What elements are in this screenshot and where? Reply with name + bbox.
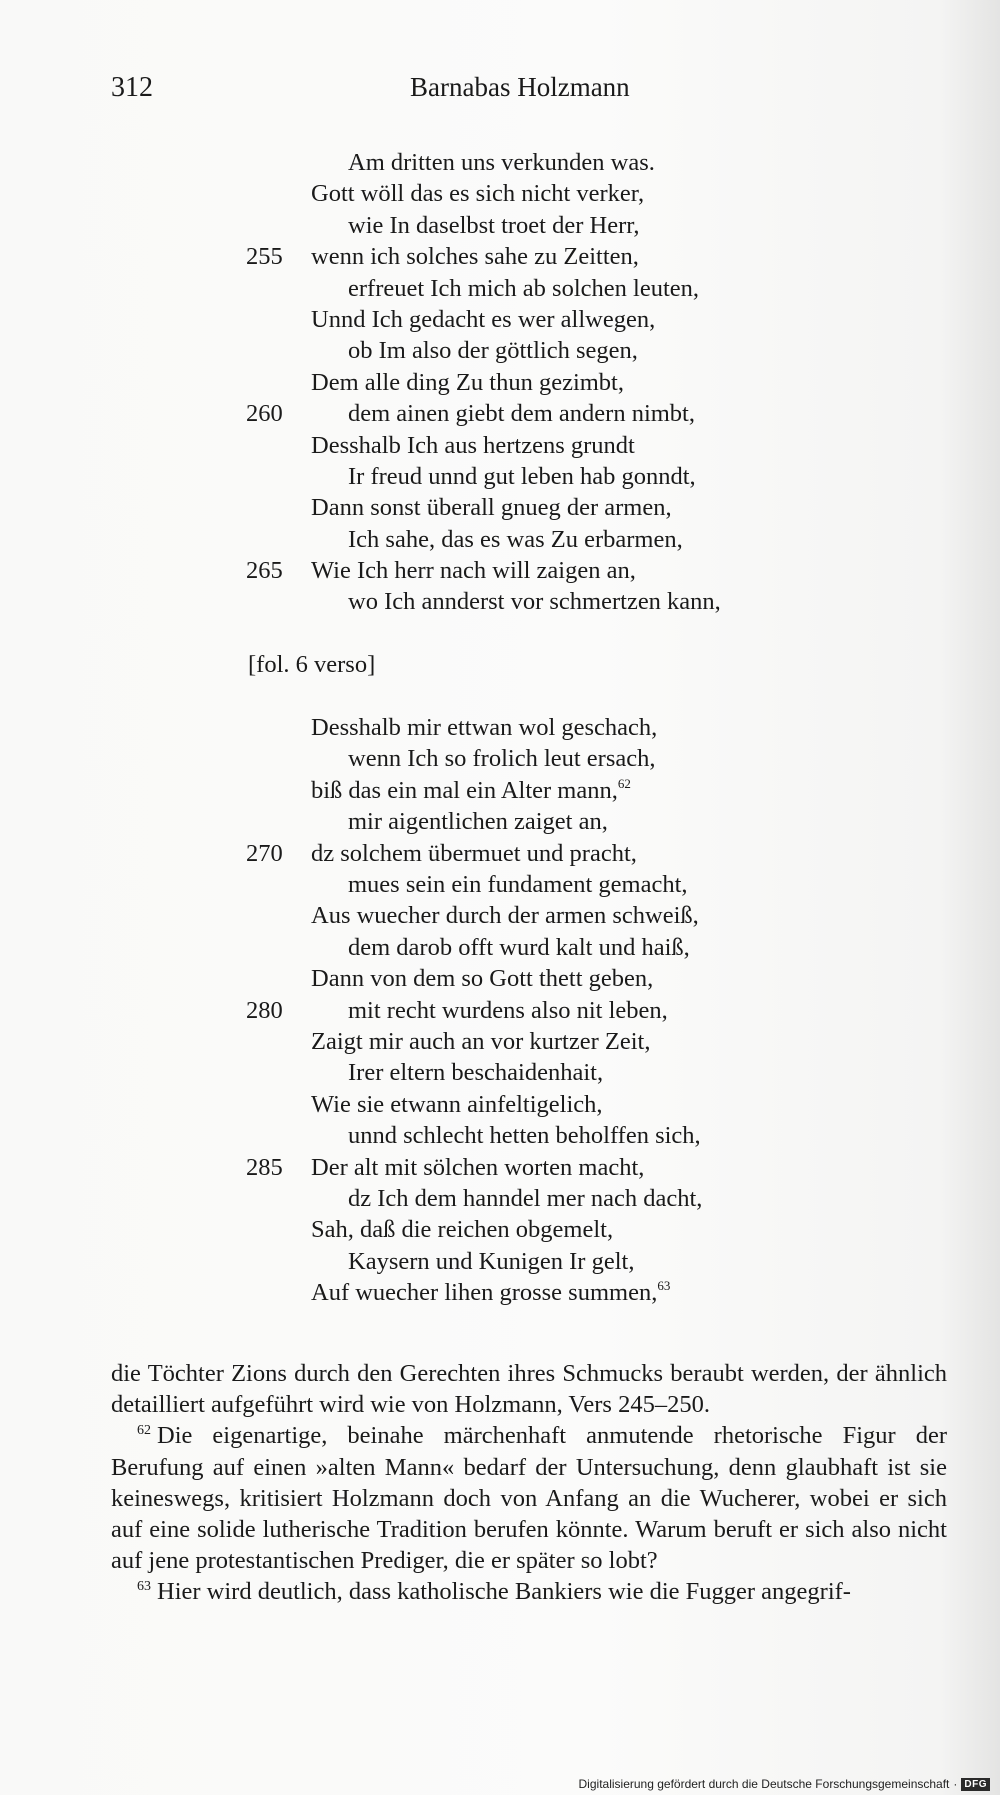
verse-line — [0, 995, 1000, 1026]
verse-text — [348, 806, 608, 837]
footnote-continuation: die Töchter Zions durch den Gerechten ihres Schmucks beraubt werden, der ähnlich detailliert aufgeführt wird wie von Holzmann, Vers 245–250. — [111, 1360, 947, 1419]
footnote-63 — [111, 1576, 947, 1607]
verse-text-content: Irer eltern beschaidenhait, — [348, 1059, 604, 1087]
verse-text-content: Auf wuecher lihen grosse summen, — [311, 1279, 658, 1307]
verse-text-content: mues sein ein fundament gemacht, — [348, 870, 688, 898]
verse-text-content: Unnd Ich gedacht es wer allwegen, — [311, 305, 656, 333]
verse-text — [348, 869, 688, 900]
verse-text — [348, 932, 690, 963]
verse-text — [311, 1026, 650, 1057]
verse-text — [311, 1089, 603, 1120]
verse-text — [311, 1152, 644, 1183]
verse-line — [0, 1183, 1000, 1214]
line-number: 285 — [246, 1153, 283, 1181]
verse-text — [311, 1277, 670, 1308]
verse-line — [0, 775, 1000, 806]
line-number: 255 — [246, 243, 283, 271]
verse-line — [0, 712, 1000, 743]
verse-text — [348, 1183, 702, 1214]
verse-text-content: erfreuet Ich mich ab solchen leuten, — [348, 274, 700, 302]
verse-text — [311, 963, 653, 994]
verse-line — [0, 335, 1000, 366]
verse-text — [348, 1057, 603, 1088]
verse-line — [0, 1120, 1000, 1151]
verse-text-content: wenn Ich so frolich leut ersach, — [348, 745, 656, 773]
verse-text — [311, 304, 655, 335]
line-number: 260 — [246, 400, 283, 428]
verse-text-content: mir aigentlichen zaiget an, — [348, 808, 608, 836]
verse-text — [348, 210, 640, 241]
verse-text-content: Aus wuecher durch der armen schweiß, — [311, 902, 699, 930]
verse-text-content: Ich sahe, das es was Zu erbarmen, — [348, 525, 683, 553]
verse-text — [348, 335, 638, 366]
verse-line — [0, 1214, 1000, 1245]
verse-line — [0, 1089, 1000, 1120]
verse-text — [311, 367, 624, 398]
verse-text-content: Wie sie etwann ainfeltigelich, — [311, 1090, 603, 1118]
verse-line — [0, 492, 1000, 523]
verse-text — [311, 241, 639, 272]
verse-text — [311, 712, 657, 743]
verse-text-content: unnd schlecht hetten beholffen sich, — [348, 1122, 701, 1150]
verse-text — [311, 492, 672, 523]
digitization-credit — [579, 1777, 990, 1791]
footnote-reference[interactable]: 63 — [657, 1278, 671, 1294]
verse-text-content: wie In daselbst troet der Herr, — [348, 211, 640, 239]
verse-text-content: [fol. 6 verso] — [248, 651, 376, 679]
verse-text-content: Desshalb Ich aus hertzens grundt — [311, 431, 635, 459]
poem-text — [0, 147, 1000, 1308]
footnote-63-mark: 63 — [137, 1579, 151, 1595]
footnote-62 — [111, 1420, 947, 1576]
verse-text — [311, 555, 636, 586]
verse-line — [0, 304, 1000, 335]
footnotes — [111, 1358, 947, 1608]
verse-text-content: Desshalb mir ettwan wol geschach, — [311, 714, 658, 742]
verse-text-content: mit recht wurdens also nit leben, — [348, 996, 668, 1024]
verse-text — [311, 1214, 613, 1245]
verse-line — [0, 1057, 1000, 1088]
verse-line — [0, 586, 1000, 617]
verse-line — [0, 1026, 1000, 1057]
verse-line — [0, 461, 1000, 492]
verse-line — [0, 147, 1000, 178]
verse-text-content: wo Ich annderst vor schmertzen kann, — [348, 588, 721, 616]
verse-text-content: Dem alle ding Zu thun gezimbt, — [311, 368, 624, 396]
verse-line — [0, 555, 1000, 586]
footnote-63-text: Hier wird deutlich, dass katholische Bankiers wie die Fugger angegrif- — [157, 1578, 851, 1606]
verse-line — [0, 273, 1000, 304]
verse-text — [311, 178, 644, 209]
running-title: Barnabas Holzmann — [410, 72, 630, 102]
verse-text — [348, 995, 668, 1026]
verse-line — [0, 869, 1000, 900]
verse-text — [348, 524, 683, 555]
verse-text-content: Am dritten uns verkunden was. — [348, 149, 655, 176]
line-number: 280 — [246, 996, 283, 1024]
verse-text — [348, 461, 696, 492]
verse-text — [311, 900, 699, 931]
verse-line — [0, 900, 1000, 931]
verse-text-content: ob Im also der göttlich segen, — [348, 337, 638, 365]
footnote-reference[interactable]: 62 — [617, 775, 631, 791]
verse-text-content: biß das ein mal ein Alter mann, — [311, 776, 618, 804]
verse-line — [0, 398, 1000, 429]
verse-line — [0, 367, 1000, 398]
dfg-logo: DFG — [961, 1778, 990, 1791]
verse-line — [0, 524, 1000, 555]
verse-line — [0, 806, 1000, 837]
verse-text-content: Sah, daß die reichen obgemelt, — [311, 1216, 614, 1244]
line-number: 270 — [246, 839, 283, 867]
verse-text-content: Ir freud unnd gut leben hab gonndt, — [348, 462, 696, 490]
verse-text-content: Wie Ich herr nach will zaigen an, — [311, 557, 636, 585]
verse-text — [311, 430, 635, 461]
verse-text — [311, 838, 637, 869]
line-number: 265 — [246, 557, 283, 585]
verse-text — [348, 1120, 701, 1151]
verse-text-content: Zaigt mir auch an vor kurtzer Zeit, — [311, 1027, 651, 1055]
verse-text-content: Kaysern und Kunigen Ir gelt, — [348, 1247, 635, 1275]
verse-line — [0, 1246, 1000, 1277]
footnote-62-mark: 62 — [137, 1423, 151, 1439]
stanza-gap — [0, 681, 1000, 712]
verse-text-content: Dann von dem so Gott thett geben, — [311, 965, 654, 993]
verse-line — [0, 932, 1000, 963]
verse-text-content: dz solchem übermuet und pracht, — [311, 839, 637, 867]
verse-text — [348, 147, 655, 178]
verse-text-content: wenn ich solches sahe zu Zeitten, — [311, 243, 639, 271]
verse-line — [0, 838, 1000, 869]
page-number: 312 — [111, 72, 153, 103]
verse-text-content: dz Ich dem hanndel mer nach dacht, — [348, 1184, 703, 1212]
verse-text-content: Dann sonst überall gnueg der armen, — [311, 494, 672, 522]
verse-text — [348, 743, 656, 774]
verse-text — [348, 273, 699, 304]
verse-text — [348, 1246, 634, 1277]
verse-text — [348, 398, 695, 429]
verse-text — [348, 586, 721, 617]
credit-text: Digitalisierung gefördert durch die Deutsche Forschungsgemeinschaft — [578, 1777, 950, 1791]
folio-marker — [0, 649, 1000, 680]
footnote-62-text: Die eigenartige, beinahe märchenhaft anmutende rhetorische Figur der Berufung auf einen »alten Mann« bedarf der Untersuchung, denn glaubhaft ist sie keineswegs, kritisiert Holzmann doch von Anfang an die Wucherer, wobei er sich auf eine solide lutherische Tradition berufen könnte. Warum beruft er sich also nicht auf jene protestantischen Prediger, die er später so lobt? — [111, 1422, 947, 1575]
verse-line — [0, 743, 1000, 774]
verse-text-content: dem ainen giebt dem andern nimbt, — [348, 400, 695, 428]
verse-line — [0, 178, 1000, 209]
verse-line — [0, 241, 1000, 272]
verse-line — [0, 963, 1000, 994]
verse-text-content: Der alt mit sölchen worten macht, — [311, 1153, 645, 1181]
verse-text-content: dem darob offt wurd kalt und haiß, — [348, 933, 690, 961]
verse-line — [0, 1152, 1000, 1183]
verse-line — [0, 1277, 1000, 1308]
verse-line — [0, 430, 1000, 461]
verse-text — [311, 775, 631, 806]
stanza-gap — [0, 618, 1000, 649]
verse-text — [248, 649, 375, 680]
separator: · — [953, 1777, 958, 1791]
verse-text-content: Gott wöll das es sich nicht verker, — [311, 180, 645, 208]
verse-line — [0, 210, 1000, 241]
